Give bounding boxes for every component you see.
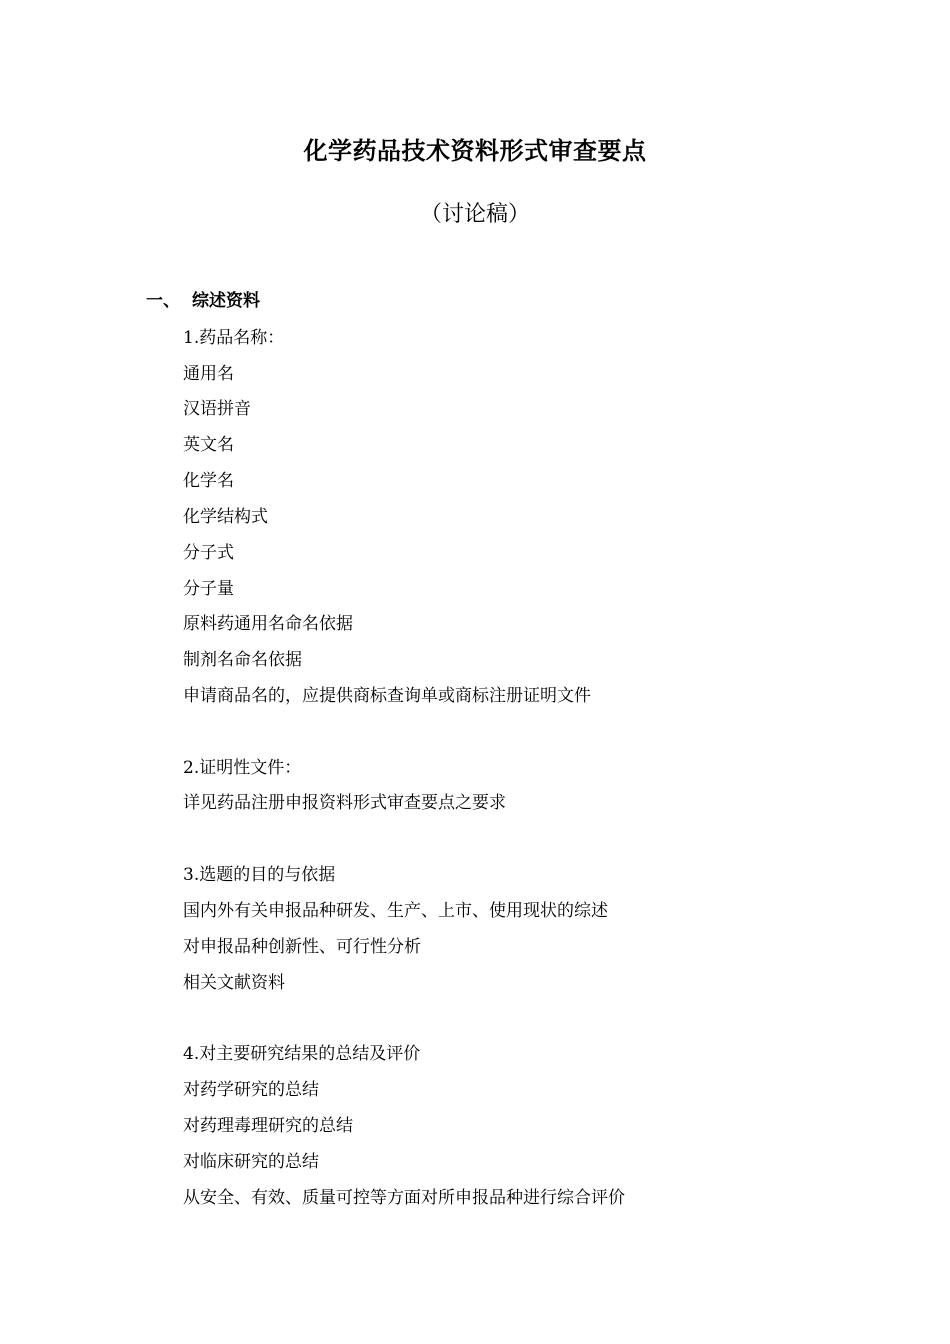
list-item: 原料药通用名命名依据 — [183, 614, 353, 634]
item-heading: 2.证明性文件： — [183, 758, 302, 778]
item-heading: 1.药品名称： — [183, 328, 285, 348]
list-item: 对申报品种创新性、可行性分析 — [183, 937, 421, 957]
document-subtitle: （讨论稿） — [419, 202, 530, 227]
list-item: 对药学研究的总结 — [183, 1080, 319, 1100]
list-item: 化学名 — [183, 471, 234, 491]
list-item: 汉语拼音 — [183, 399, 251, 419]
item-heading: 4.对主要研究结果的总结及评价 — [183, 1044, 421, 1064]
list-item: 从安全、有效、质量可控等方面对所申报品种进行综合评价 — [183, 1188, 625, 1208]
list-item: 化学结构式 — [183, 507, 268, 527]
list-item: 申请商品名的，应提供商标查询单或商标注册证明文件 — [183, 686, 591, 706]
item-heading: 3.选题的目的与依据 — [183, 865, 336, 885]
section-title: 综述资料 — [192, 291, 260, 311]
list-item: 分子量 — [183, 579, 234, 599]
list-item: 详见药品注册申报资料形式审查要点之要求 — [183, 793, 506, 813]
list-item: 对药理毒理研究的总结 — [183, 1116, 353, 1136]
list-item: 对临床研究的总结 — [183, 1152, 319, 1172]
document-title: 化学药品技术资料形式审查要点 — [303, 137, 647, 165]
list-item: 制剂名命名依据 — [183, 650, 302, 670]
list-item: 国内外有关申报品种研发、生产、上市、使用现状的综述 — [183, 901, 608, 921]
list-item: 通用名 — [183, 364, 234, 384]
section-number: 一、 — [146, 291, 180, 311]
list-item: 分子式 — [183, 543, 234, 563]
list-item: 相关文献资料 — [183, 973, 285, 993]
section-heading — [146, 287, 260, 315]
list-item: 英文名 — [183, 435, 234, 455]
